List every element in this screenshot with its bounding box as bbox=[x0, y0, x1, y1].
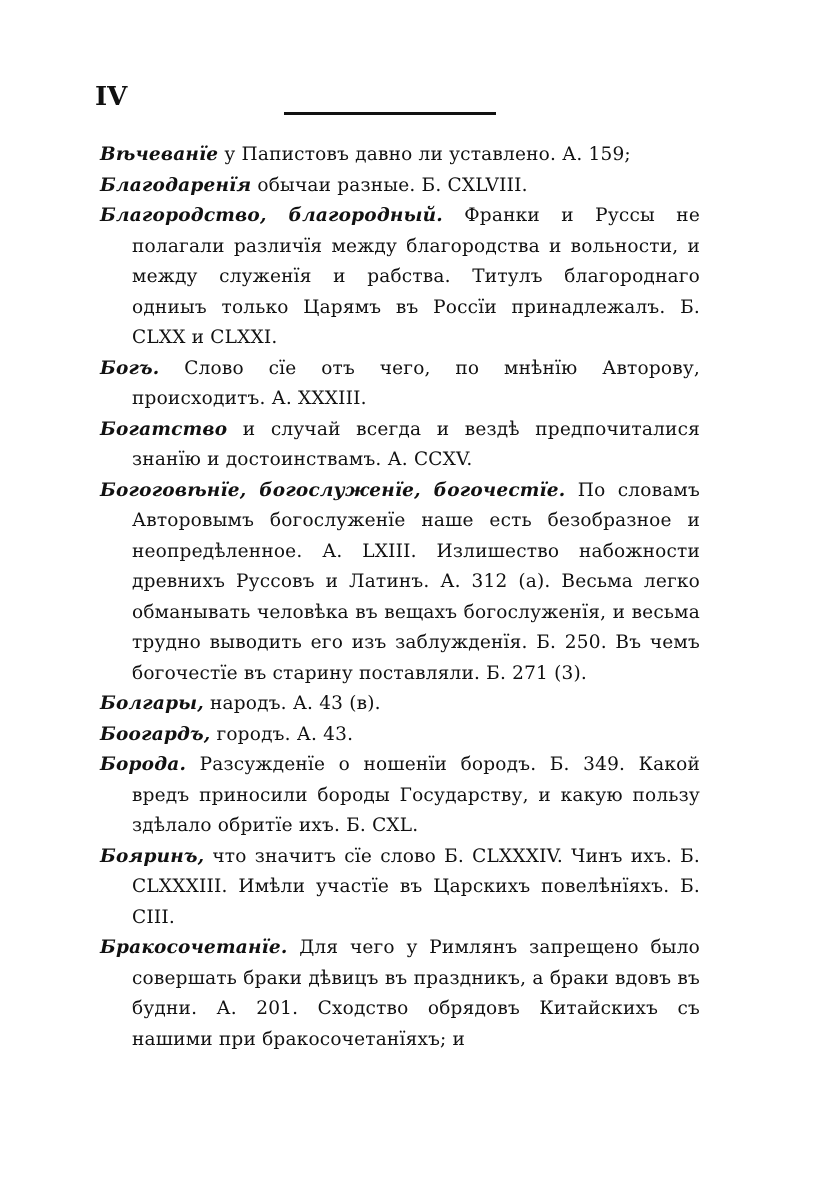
index-entry bbox=[100, 720, 700, 751]
index-entry bbox=[100, 842, 700, 934]
entry-text: обычаи разные. Б. CXLVIII. bbox=[251, 174, 528, 196]
index-entries bbox=[100, 140, 700, 1055]
index-entry bbox=[100, 933, 700, 1055]
entry-text: что значитъ сїе слово Б. CLXXXIV. Чинъ ихъ. Б. CLXXXIII. Имѣли участїе въ Царскихъ повелѣнїяхъ. Б. CIII. bbox=[132, 845, 700, 928]
entry-text: Франки и Руссы не полагали различїя между благородства и вольности, и между служенїя и рабства. Титулъ благороднаго одниыъ только Царямъ въ Россїи принадлежалъ. Б. CLXX и CLXXI. bbox=[132, 205, 700, 348]
entry-headword: Вѣчеванїе bbox=[100, 144, 219, 165]
index-entry bbox=[100, 354, 700, 415]
entry-text: городъ. А. 43. bbox=[210, 723, 354, 745]
entry-headword: Боогардъ, bbox=[100, 723, 211, 745]
entry-headword: Богъ. bbox=[100, 357, 160, 379]
index-entry bbox=[100, 689, 700, 720]
entry-text: народъ. А. 43 (в). bbox=[203, 693, 381, 714]
index-entry bbox=[100, 415, 700, 476]
entry-headword: Бракосочетанїе. bbox=[100, 937, 288, 958]
index-entry bbox=[100, 201, 700, 354]
entry-headword: Благородство, благородный. bbox=[100, 205, 443, 226]
entry-headword: Богоговѣнїе, богослуженїе, богочестїе. bbox=[100, 479, 566, 501]
entry-text: и случай всегда и вездѣ предпочиталися знанїю и достоинствамъ. А. CCXV. bbox=[132, 418, 700, 470]
entry-text: Слово сїе отъ чего, по мнѣнїю Авторову, происходитъ. А. XXXIII. bbox=[132, 357, 700, 409]
index-entry bbox=[100, 140, 700, 171]
header-rule bbox=[284, 112, 496, 115]
entry-text: По словамъ Авторовымъ богослуженїе наше есть безобразное и неопредѣленное. А. LXIII. Излишество набожности древнихъ Руссовъ и Латинъ. А. 312 (а). Весьма легко обманывать человѣка въ вещахъ богослуженїя, и весьма трудно выводить его изъ заблужденїя. Б. 250. Въ чемъ богочестїе въ старину поставляли. Б. 271 (3). bbox=[132, 479, 700, 684]
entry-headword: Благодаренїя bbox=[100, 174, 252, 196]
page-number: IV bbox=[95, 82, 128, 112]
entry-headword: Болгары, bbox=[100, 693, 204, 714]
entry-text: Разсужденїе о ношенїи бородъ. Б. 349. Какой вредъ приносили бороды Государству, и какую пользу здѣлало обритїе ихъ. Б. CXL. bbox=[132, 754, 700, 836]
entry-headword: Бояринъ, bbox=[100, 845, 205, 867]
index-entry bbox=[100, 476, 700, 690]
entry-text: у Папистовъ давно ли уставлено. А. 159; bbox=[218, 144, 631, 165]
entry-headword: Богатство bbox=[100, 418, 228, 440]
index-entry bbox=[100, 750, 700, 842]
index-entry bbox=[100, 171, 700, 202]
entry-text: Для чего у Римлянъ запрещено было совершать браки дѣвицъ въ праздникъ, а браки вдовъ въ будни. А. 201. Сходство обрядовъ Китайскихъ съ нашими при бракосочетанїяхъ; и bbox=[132, 937, 700, 1050]
entry-headword: Борода. bbox=[100, 754, 187, 775]
